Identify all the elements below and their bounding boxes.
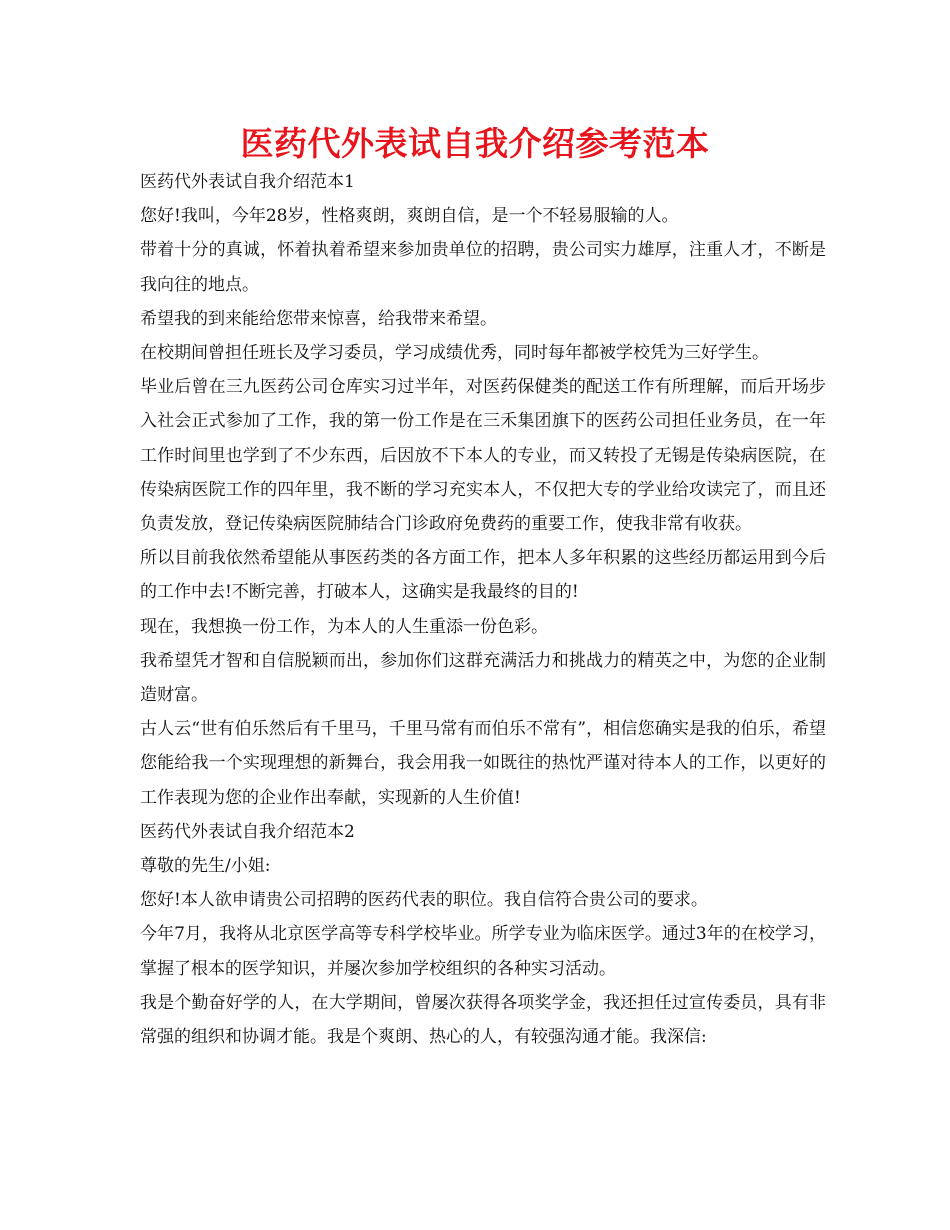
paragraph: 在校期间曾担任班长及学习委员，学习成绩优秀，同时每年都被学校凭为三好学生。 <box>140 343 769 364</box>
paragraph: 我是个勤奋好学的人，在大学期间，曾屡次获得各项奖学金，我还担任过宣传委员，具有非常强的组织和协调才能。我是个爽朗、热心的人，有较强沟通才能。我深信: <box>140 992 826 1048</box>
paragraph: 医药代外表试自我介绍范本2 <box>140 821 355 842</box>
paragraph: 毕业后曾在三九医药公司仓库实习过半年，对医药保健类的配送工作有所理解，而后开场步入社会正式参加了工作，我的第一份工作是在三禾集团旗下的医药公司担任业务员，在一年工作时间里也学到了不少东西，后因放不下本人的专业，而又转投了无锡是传染病医院，在传染病医院工作的四年里，我不断的学习充实本人，不仅把大专的学业给攻读完了，而且还负责发放，登记传染病医院肺结合门诊政府免费药的重要工作，使我非常有收获。 <box>140 377 826 535</box>
document-title: 医药代外表试自我介绍参考范本 <box>240 124 710 163</box>
paragraph: 古人云“世有伯乐然后有千里马，千里马常有而伯乐不常有”，相信您确实是我的伯乐，希望您能给我一个实现理想的新舞台，我会用我一如既往的热忱严谨对待本人的工作，以更好的工作表现为您的企业作出奉献，实现新的人生价值! <box>140 719 826 808</box>
paragraph: 医药代外表试自我介绍范本1 <box>140 172 355 192</box>
paragraph: 我希望凭才智和自信脱颖而出，参加你们这群充满活力和挑战力的精英之中，为您的企业制造财富。 <box>140 650 826 706</box>
paragraph: 所以目前我依然希望能从事医药类的各方面工作，把本人多年积累的这些经历都运用到今后的工作中去!不断完善，打破本人，这确实是我最终的目的! <box>140 548 826 603</box>
paragraph: 今年7月，我将从北京医学高等专科学校毕业。所学专业为临床医学。通过3年的在校学习，掌握了根本的医学知识，并屡次参加学校组织的各种实习活动。 <box>140 924 826 979</box>
paragraph: 带着十分的真诚，怀着执着希望来参加贵单位的招聘，贵公司实力雄厚，注重人才，不断是我向往的地点。 <box>140 240 826 295</box>
paragraph: 您好!本人欲申请贵公司招聘的医药代表的职位。我自信符合贵公司的要求。 <box>140 890 708 911</box>
paragraph: 现在，我想换一份工作，为本人的人生重添一份色彩。 <box>140 616 548 637</box>
paragraph: 您好!我叫，今年28岁，性格爽朗，爽朗自信，是一个不轻易服输的人。 <box>140 206 679 227</box>
paragraph: 尊敬的先生/小姐: <box>140 856 271 877</box>
paragraph: 希望我的到来能给您带来惊喜，给我带来希望。 <box>140 308 497 329</box>
document-body <box>140 165 826 1054</box>
